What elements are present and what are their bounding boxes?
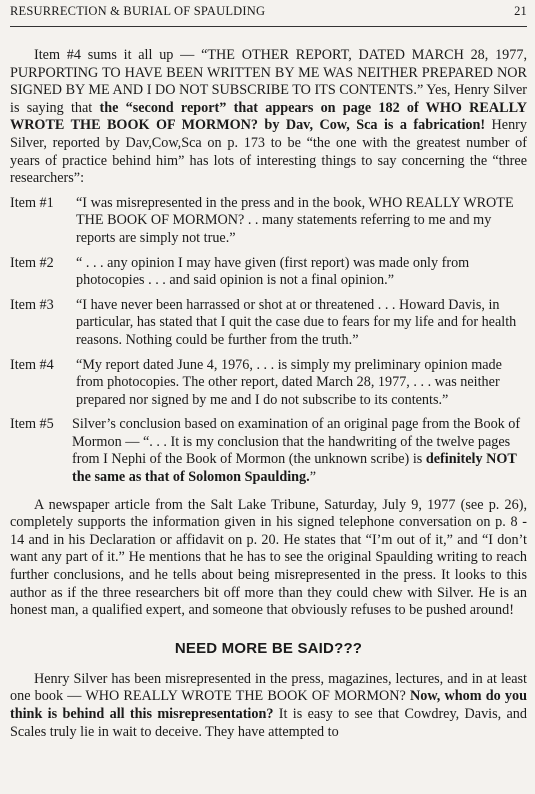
list-item xyxy=(10,416,527,486)
item-label: Item #5 xyxy=(10,416,54,433)
list-item xyxy=(10,255,527,290)
section-heading: NEED MORE BE SAID??? xyxy=(174,639,363,657)
closing-paragraph xyxy=(10,671,527,741)
item-text: “ . . . any opinion I may have given (first report) was made only from photocopies . . . and said opinion is not a final opinion.” xyxy=(76,254,470,289)
intro-paragraph xyxy=(10,47,527,188)
item-label: Item #1 xyxy=(10,194,54,211)
list-item xyxy=(10,195,527,248)
item-label: Item #2 xyxy=(10,254,54,271)
running-head xyxy=(10,2,527,24)
intro-bold-text: the “second report” that appears on page 182 of WHO REALLY WROTE THE BOOK OF MORMON? by Dav, Cow, Sca is a fabrication! xyxy=(10,99,527,134)
item-label: Item #4 xyxy=(10,356,54,373)
closing-bold-text: Now, whom do you think is behind all this misrepresentation? xyxy=(10,688,527,722)
item5-bold-text: definitely NOT the same as that of Solomon Spaulding. xyxy=(72,451,517,486)
item-text: “I have never been harrassed or shot at or threatened . . . Howard Davis, in particular, has stated that I quit the case due to fears for my life and for health reasons. Nothing could be further from the truth.” xyxy=(76,296,517,348)
closing-text: Henry Silver has been misrepresented in the press, magazines, lectures, and in at least one book — WHO REALLY WROTE THE BOOK OF MORMON? xyxy=(10,670,527,705)
list-item xyxy=(10,357,527,410)
item-text xyxy=(72,416,527,486)
running-head-title: RESURRECTION & BURIAL OF SPAULDING xyxy=(10,4,266,18)
item-label: Item #3 xyxy=(10,296,54,313)
page-number: 21 xyxy=(514,4,527,18)
item5-text-end: ” xyxy=(309,469,316,486)
list-item xyxy=(10,297,527,350)
item-text: “My report dated June 4, 1976, . . . is simply my preliminary opinion made from photocopies. The other report, dated March 28, 1977, . . . was neither prepared nor signed by me and I do not subscribe to its contents.” xyxy=(76,356,502,408)
header-rule xyxy=(10,26,527,27)
newspaper-paragraph: A newspaper article from the Salt Lake Tribune, Saturday, July 9, 1977 (see p. 26), completely supports the information given in his signed telephone conversation on p. 8 - 14 and in his Declaration or affidavit on p. 20. He states that “I’m out of it,” and “I don’t want any part of it.” He mentions that he has to see the original Spaulding writing to reach further conclusions, and he tells about being misrepresented in the press. It looks to this author as if the three researchers bit off more than they could chew with Silver. He is an honest man, a qualified expert, and someone that obviously refuses to be pushed around! xyxy=(10,496,527,619)
item5-text: Silver’s conclusion based on examination of an original page from the Book of Mormon — “. . . It is my conclusion that the handwriting of the twelve pages from I Nephi of the Book of Mormon (the unknown scribe) is xyxy=(72,416,521,468)
document-page xyxy=(10,2,527,741)
intro-text: Item #4 sums it all up — “THE OTHER REPORT, DATED MARCH 28, 1977, PURPORTING TO HAVE BEEN WRITTEN BY ME WAS NEITHER PREPARED NOR SIGNED BY ME AND I DO NOT SUBSCRIBE TO ITS CONTENTS.” Yes, Henry Silver is saying that xyxy=(10,47,527,116)
closing-text-continued: It is easy to see that Cowdrey, Davis, and Scales truly lie in wait to deceive. They have attempted to xyxy=(10,706,527,740)
item-list xyxy=(10,195,527,487)
item-text: “I was misrepresented in the press and in the book, WHO REALLY WROTE THE BOOK OF MORMON? . . many statements referring to me and my reports are simply not true.” xyxy=(76,194,514,246)
intro-text-continued: Henry Silver, reported by Dav,Cow,Sca on p. 173 to be “the one with the greatest number of years of practice behind him” has lots of interesting things to say concerning the “three researchers”: xyxy=(10,117,527,187)
